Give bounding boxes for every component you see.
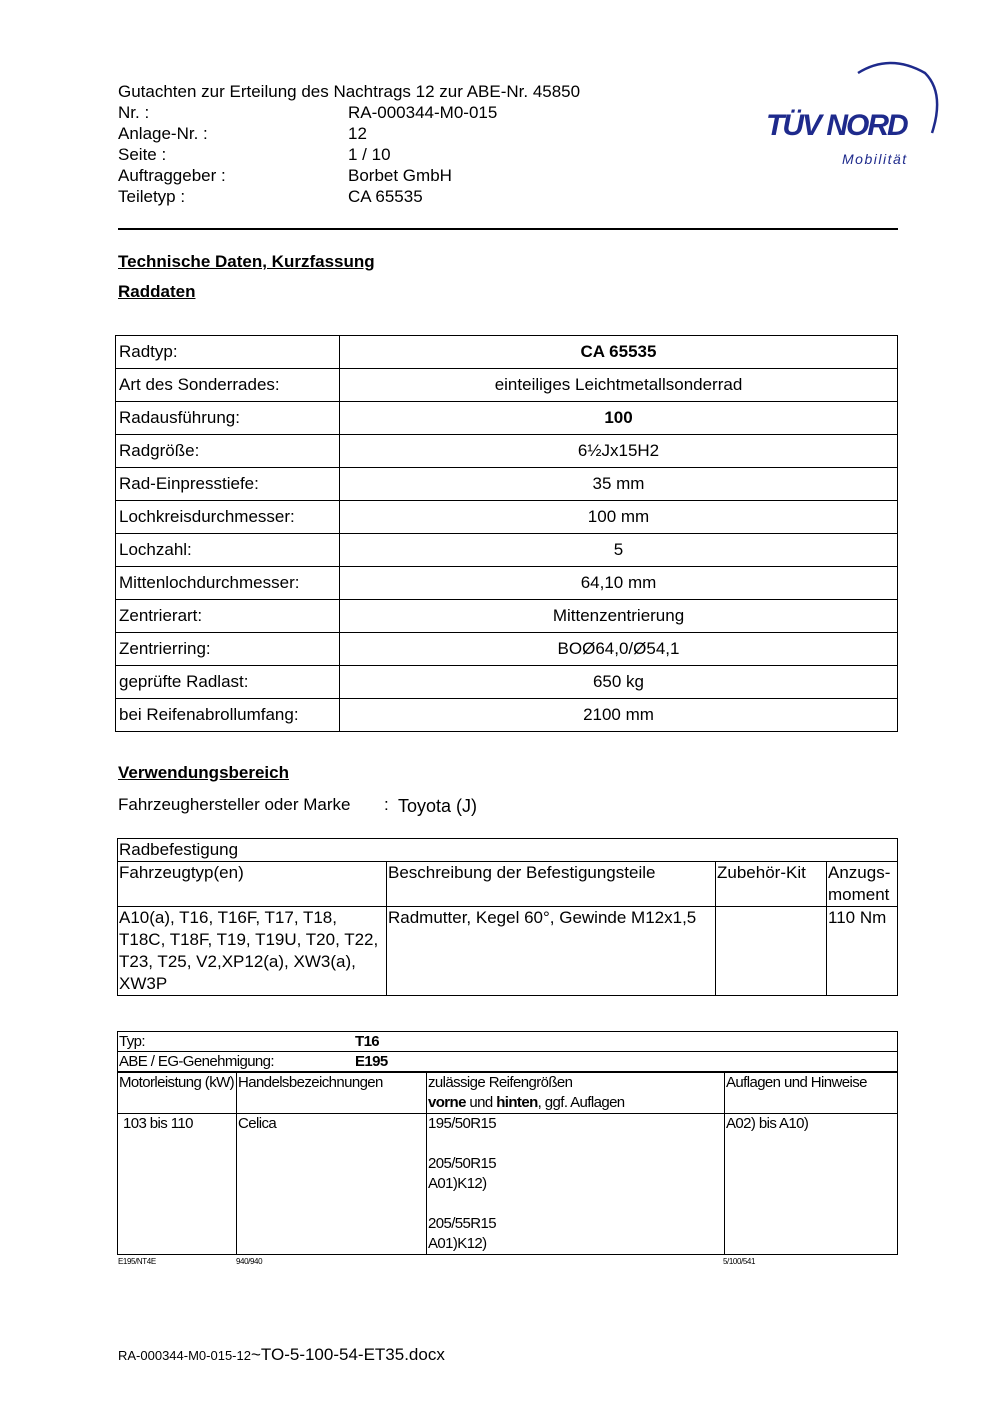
- raddaten-value: 2100 mm: [340, 699, 898, 732]
- abe-value: E195: [355, 1053, 388, 1070]
- reifen-line: [428, 1194, 723, 1214]
- table-row: [118, 1032, 898, 1052]
- raddaten-label: bei Reifenabrollumfang:: [116, 699, 340, 732]
- footer: [118, 1345, 445, 1365]
- typ-header-reifen-line1: zulässige Reifengrößen: [428, 1074, 573, 1091]
- raddaten-label: Rad-Einpresstiefe:: [116, 468, 340, 501]
- befestigung-header-beschreibung: Beschreibung der Befestigungsteile: [387, 862, 716, 907]
- tuv-nord-logo: [760, 55, 945, 175]
- raddaten-label: Art des Sonderrades:: [116, 369, 340, 402]
- reifen-line: A01)K12): [428, 1235, 487, 1252]
- hersteller-label: Fahrzeughersteller oder Marke: [118, 795, 351, 814]
- raddaten-value: 35 mm: [340, 468, 898, 501]
- table-row: [118, 1072, 898, 1114]
- logo-subtext: Mobilität: [842, 151, 908, 167]
- typ-auflagen: A02) bis A10): [725, 1114, 898, 1255]
- section-verwendung: Verwendungsbereich: [118, 763, 289, 782]
- raddaten-label: Zentrierart:: [116, 600, 340, 633]
- abe-row: [118, 1052, 898, 1073]
- typ-handel: Celica: [237, 1114, 427, 1255]
- table-row: [118, 1052, 898, 1073]
- table-row: [116, 336, 898, 369]
- typ-table: [117, 1031, 898, 1255]
- typ-header-motor: Motorleistung (kW): [118, 1072, 237, 1114]
- raddaten-label: geprüfte Radlast:: [116, 666, 340, 699]
- befestigung-header-moment: Anzugs-moment: [827, 862, 898, 907]
- reifen-line: 205/50R15: [428, 1155, 496, 1172]
- section-tech: Technische Daten, Kurzfassung: [118, 252, 375, 271]
- abe-label: ABE / EG-Genehmigung:: [119, 1053, 274, 1070]
- raddaten-value: 650 kg: [340, 666, 898, 699]
- reifen-line: A01)K12): [428, 1175, 487, 1192]
- raddaten-label: Radgröße:: [116, 435, 340, 468]
- reifen-und: und: [465, 1094, 497, 1111]
- befestigung-header-kit: Zubehör-Kit: [716, 862, 827, 907]
- raddaten-value: 6½Jx15H2: [340, 435, 898, 468]
- raddaten-value: 64,10 mm: [340, 567, 898, 600]
- header-rule: [118, 228, 898, 230]
- raddaten-value: CA 65535: [340, 336, 898, 369]
- befestigung-header-typen: Fahrzeugtyp(en): [118, 862, 387, 907]
- table-row: [116, 402, 898, 435]
- reifen-hinten: hinten: [496, 1094, 538, 1111]
- typ-label: Typ:: [119, 1033, 145, 1050]
- typ-motor: 103 bis 110: [118, 1114, 237, 1255]
- raddaten-value: 100: [340, 402, 898, 435]
- header-label-teiletyp: Teiletyp :: [118, 187, 186, 206]
- table-row: [116, 501, 898, 534]
- typ-header-reifen: [427, 1072, 725, 1114]
- befestigung-typen: A10(a), T16, T16F, T17, T18, T18C, T18F, T19, T19U, T20, T22, T23, T25, V2,XP12(a), XW3(a), XW3P: [118, 907, 387, 996]
- typ-row: [118, 1032, 898, 1052]
- typ-header-auflagen: Auflagen und Hinweise: [725, 1072, 898, 1114]
- typ-reifen: [427, 1114, 725, 1255]
- table-row: [116, 468, 898, 501]
- raddaten-value: Mittenzentrierung: [340, 600, 898, 633]
- table-row: [116, 633, 898, 666]
- code-c: 5/100/541: [723, 1257, 755, 1266]
- header-label-seite: Seite :: [118, 145, 167, 164]
- typ-header-handel: Handelsbezeichnungen: [237, 1072, 427, 1114]
- raddaten-table: [115, 335, 898, 732]
- reifen-auflagen-note: , ggf. Auflagen: [537, 1094, 625, 1111]
- typ-header-reifen-line2: [428, 1093, 723, 1113]
- header-label-anlage: Anlage-Nr. :: [118, 124, 208, 143]
- raddaten-value: BOØ64,0/Ø54,1: [340, 633, 898, 666]
- header-value-auftraggeber: Borbet GmbH: [348, 166, 452, 185]
- table-row: [116, 666, 898, 699]
- header-label-auftraggeber: Auftraggeber :: [118, 166, 226, 185]
- raddaten-label: Radtyp:: [116, 336, 340, 369]
- hersteller-value: Toyota (J): [398, 796, 478, 816]
- table-row: [116, 369, 898, 402]
- table-row: [116, 534, 898, 567]
- header-value-teiletyp: CA 65535: [348, 187, 423, 206]
- hersteller-separator: :: [384, 795, 389, 814]
- header-label-nr: Nr. :: [118, 103, 150, 122]
- befestigung-table: [117, 838, 898, 996]
- footer-large: ~TO-5-100-54-ET35.docx: [250, 1345, 445, 1364]
- table-row: [116, 567, 898, 600]
- reifen-line: 195/50R15: [428, 1115, 496, 1132]
- raddaten-label: Lochkreisdurchmesser:: [116, 501, 340, 534]
- table-row: [118, 839, 898, 862]
- table-row: [116, 699, 898, 732]
- header-value-anlage: 12: [348, 124, 367, 143]
- raddaten-label: Mittenlochdurchmesser:: [116, 567, 340, 600]
- table-row: [116, 600, 898, 633]
- raddaten-value: 100 mm: [340, 501, 898, 534]
- code-b: 940/940: [236, 1257, 263, 1266]
- raddaten-label: Zentrierring:: [116, 633, 340, 666]
- section-raddaten: Raddaten: [118, 282, 196, 301]
- logo-text: TÜV NORD: [766, 109, 907, 142]
- befestigung-title: Radbefestigung: [118, 839, 898, 862]
- raddaten-label: Radausführung:: [116, 402, 340, 435]
- reifen-line: [428, 1134, 723, 1154]
- table-row: [118, 907, 898, 996]
- befestigung-beschreibung: Radmutter, Kegel 60°, Gewinde M12x1,5: [387, 907, 716, 996]
- header-value-nr: RA-000344-M0-015: [348, 103, 498, 122]
- reifen-vorne: vorne: [428, 1094, 466, 1111]
- reifen-line: 205/55R15: [428, 1215, 496, 1232]
- raddaten-label: Lochzahl:: [116, 534, 340, 567]
- table-row: [118, 862, 898, 907]
- report-title: Gutachten zur Erteilung des Nachtrags 12 zur ABE-Nr. 45850: [118, 82, 581, 101]
- table-row: [118, 1114, 898, 1255]
- header-value-seite: 1 / 10: [348, 145, 391, 164]
- table-row: [116, 435, 898, 468]
- raddaten-value: 5: [340, 534, 898, 567]
- code-a: E195/NT4E: [118, 1257, 156, 1266]
- befestigung-moment: 110 Nm: [827, 907, 898, 996]
- raddaten-value: einteiliges Leichtmetallsonderrad: [340, 369, 898, 402]
- typ-value: T16: [355, 1033, 380, 1050]
- befestigung-kit: [716, 907, 827, 996]
- footer-small: RA-000344-M0-015-12: [118, 1348, 251, 1363]
